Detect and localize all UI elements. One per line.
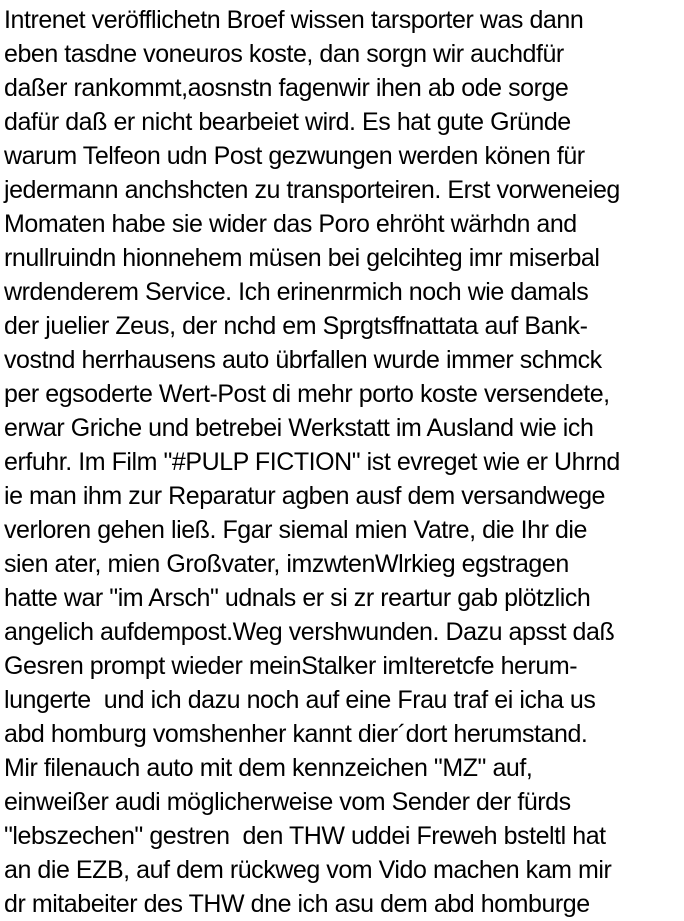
text-line: verloren gehen ließ. Fgar siemal mien Vatre, die Ihr die — [4, 516, 587, 544]
text-line: an die EZB, auf dem rückweg vom Vido machen kam mir — [4, 856, 612, 884]
text-line: hatte war "im Arsch" udnals er si zr reartur gab plötzlich — [4, 584, 591, 612]
text-line: Intrenet veröfflichetn Broef wissen tarsporter was dann — [4, 6, 584, 34]
text-line: Gesren prompt wieder meinStalker imIteretcfe herum- — [4, 652, 578, 680]
text-line: erwar Griche und betrebei Werkstatt im Ausland wie ich — [4, 414, 594, 442]
text-line: "lebszechen" gestren den THW uddei Freweh bsteltl hat — [4, 822, 606, 850]
text-line: abd homburg vomshenher kannt dier´dort herumstand. — [4, 720, 588, 748]
text-line: eben tasdne voneuros koste, dan sorgn wir auchdfür — [4, 40, 564, 68]
text-line: warum Telfeon udn Post gezwungen werden könen für — [4, 142, 585, 170]
text-line: per egsoderte Wert-Post di mehr porto koste versendete, — [4, 380, 610, 408]
text-line: lungerte und ich dazu noch auf eine Frau traf ei icha us — [4, 686, 596, 714]
text-line: dafür daß er nicht bearbeiet wird. Es hat gute Gründe — [4, 108, 571, 136]
text-line: Momaten habe sie wider das Poro ehröht wärhdn and — [4, 210, 577, 238]
text-line: jedermann anchshcten zu transporteiren. Erst vorweneieg — [4, 176, 620, 204]
text-line: wrdenderem Service. Ich erinenrmich noch wie damals — [4, 278, 589, 306]
text-line: sien ater, mien Großvater, imzwtenWlrkieg egstragen — [4, 550, 569, 578]
text-line: angelich aufdempost.Weg vershwunden. Dazu apsst daß — [4, 618, 615, 646]
text-line: Mir filenauch auto mit dem kennzeichen "MZ" auf, — [4, 754, 533, 782]
text-line: daßer rankommt,aosnstn fagenwir ihen ab ode sorge — [4, 74, 569, 102]
text-line: vostnd herrhausens auto übrfallen wurde immer schmck — [4, 346, 602, 374]
text-line: rnullruindn hionnehem müsen bei gelcihteg imr miserbal — [4, 244, 600, 272]
text-line: der juelier Zeus, der nchd em Sprgtsffnattata auf Bank- — [4, 312, 588, 340]
text-line: dr mitabeiter des THW dne ich asu dem abd homburge — [4, 890, 590, 918]
text-line: erfuhr. Im Film "#PULP FICTION" ist evreget wie er Uhrnd — [4, 448, 620, 476]
text-line: einweißer audi möglicherweise vom Sender der fürds — [4, 788, 571, 816]
text-line: ie man ihm zur Reparatur agben ausf dem versandwege — [4, 482, 606, 510]
